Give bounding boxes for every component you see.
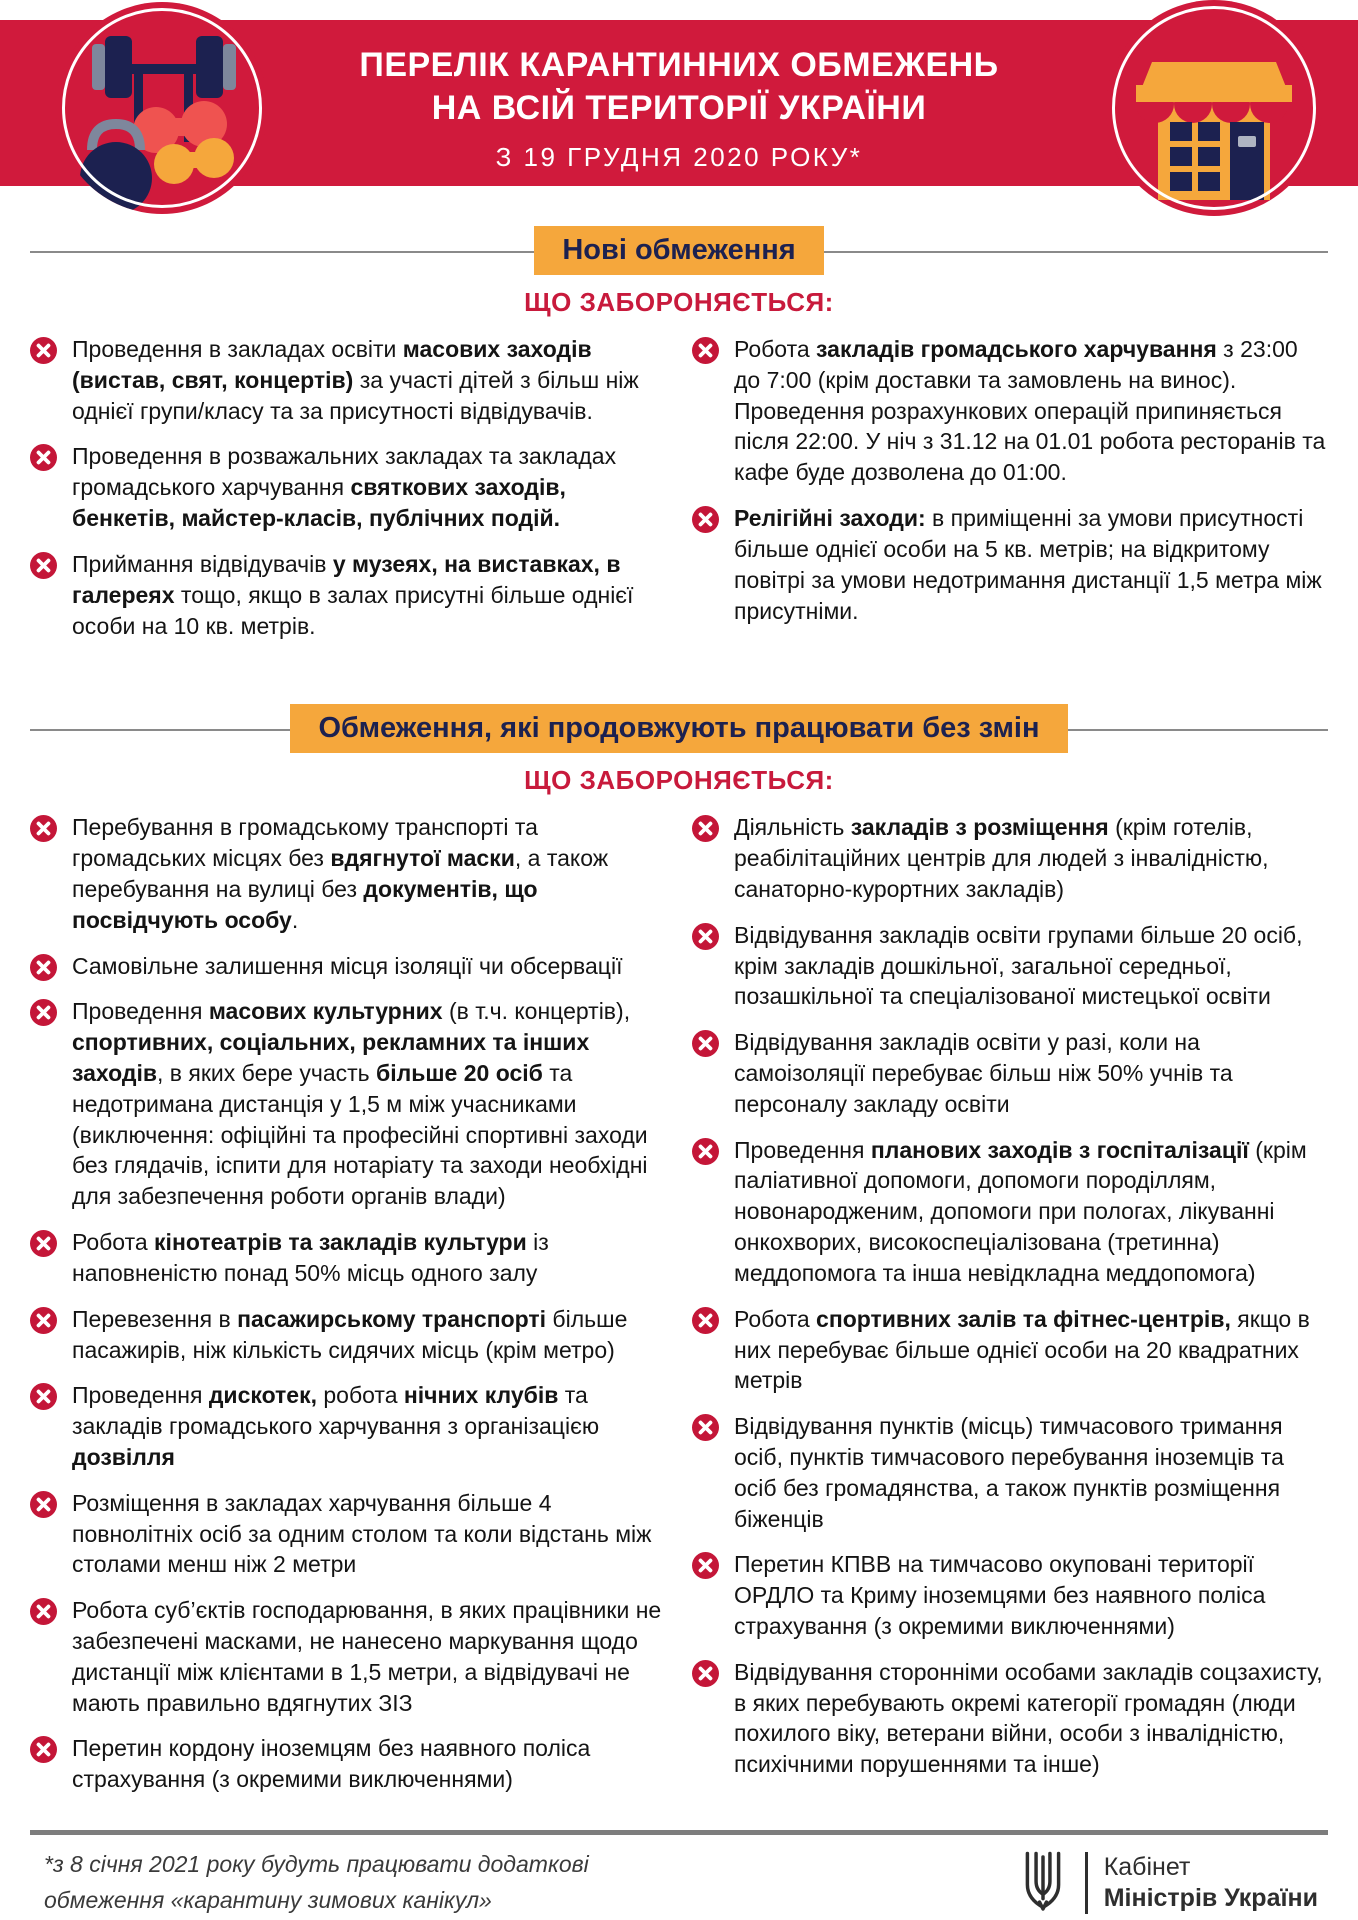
- restriction-text: Релігійні заходи: в приміщенні за умови присутності більше однієї особи на 5 кв. метрів; на відкритому повітрі за умови недотримання дистанції 1,5 метра між присутніми.: [734, 505, 1322, 624]
- restriction-item: [30, 812, 666, 935]
- section-new-restrictions: [0, 226, 1358, 656]
- page-title-line2: НА ВСІЙ ТЕРИТОРІЇ УКРАЇНИ: [431, 89, 927, 127]
- header: [0, 0, 1358, 216]
- restriction-item: [30, 549, 666, 641]
- restriction-item: [30, 996, 666, 1212]
- restriction-text: Робота закладів громадського харчування з 23:00 до 7:00 (крім доставки та замовлень на винос). Проведення розрахункових операцій припиняється після 22:00. У ніч з 31.12 на 01.01 робота ресторанів та кафе буде дозволена до 01:00.: [734, 336, 1326, 486]
- restriction-item: [30, 334, 666, 426]
- prohibited-x-icon: [692, 815, 719, 842]
- page-subtitle: З 19 ГРУДНЯ 2020 РОКУ*: [495, 142, 863, 172]
- restriction-item: [30, 1380, 666, 1472]
- gym-equipment-icon: [56, 2, 268, 214]
- restriction-item: [30, 1733, 666, 1795]
- prohibited-x-icon: [692, 1552, 719, 1579]
- prohibited-heading: ЩО ЗАБОРОНЯЄТЬСЯ:: [524, 765, 834, 796]
- restrictions-columns: [0, 812, 1358, 1810]
- restriction-text: Робота суб’єктів господарювання, в яких працівники не забезпечені масками, не нанесено маркування щодо дистанції між клієнтами в 1,5 метри, а відвідувачі не мають правильно вдягнутих ЗІЗ: [72, 1597, 662, 1716]
- restriction-text: Відвідування пунктів (місць) тимчасового тримання осіб, пунктів тимчасового перебування іноземців та осіб без громадянства, а також пунктів розміщення біженців: [734, 1413, 1284, 1532]
- prohibited-x-icon: [30, 1307, 57, 1334]
- prohibited-x-icon: [30, 1598, 57, 1625]
- prohibited-x-icon: [692, 1030, 719, 1057]
- logo-text-line2: Міністрів України: [1103, 1884, 1318, 1912]
- restriction-text: Самовільне залишення місця ізоляції чи обсервації: [72, 952, 623, 979]
- restriction-text: Проведення планових заходів з госпіталізації (крім паліативної допомоги, допомоги породіллям, новонародженим, допомоги при пологах, лікуванні онкохворих, високоспеціалізована (третинна) меддопомога та інша невідкладна меддопомога): [734, 1136, 1307, 1286]
- prohibited-x-icon: [30, 815, 57, 842]
- restriction-item: [692, 1027, 1328, 1119]
- section-title: Нові обмеження: [534, 226, 823, 275]
- footnote: *з 8 січня 2021 року будуть працювати додаткові обмеження «карантину зимових канікул»: [44, 1851, 589, 1913]
- restriction-text: Перетин КПВВ на тимчасово окуповані території ОРДЛО та Криму іноземцями без наявного поліса страхування (з окремими виключеннями): [734, 1551, 1266, 1639]
- cabinet-of-ministers-logo: [1017, 1847, 1318, 1919]
- prohibited-heading: ЩО ЗАБОРОНЯЄТЬСЯ:: [524, 287, 834, 317]
- section-label-row: [30, 704, 1328, 753]
- prohibited-x-icon: [30, 1491, 57, 1518]
- restriction-text: Перевезення в пасажирському транспорті більше пасажирів, ніж кількість сидячих місць (крім метро): [72, 1305, 628, 1363]
- prohibited-x-icon: [692, 1414, 719, 1441]
- restriction-text: Перетин кордону іноземцям без наявного поліса страхування (з окремими виключеннями): [72, 1735, 591, 1793]
- restriction-text: Проведення в закладах освіти масових заходів (вистав, свят, концертів) за участі дітей з більш ніж однієї групи/класу та за присутності відвідувачів.: [72, 336, 639, 424]
- logo-divider: [1085, 1852, 1088, 1914]
- restriction-text: Робота спортивних залів та фітнес-центрів, якщо в них перебуває більше однієї особи на 20 квадратних метрів: [734, 1305, 1310, 1394]
- prohibited-x-icon: [692, 1660, 719, 1687]
- prohibited-x-icon: [692, 506, 719, 533]
- restrictions-column-left: [30, 334, 666, 656]
- restriction-text: Діяльність закладів з розміщення (крім готелів, реабілітаційних центрів для людей з інвалідністю, санаторно-курортних закладів): [734, 814, 1269, 902]
- restriction-text: Відвідування закладів освіти групами більше 20 осіб, крім закладів дошкільної, загальної середньої, позашкільної та спеціалізованої мистецької освіти: [734, 921, 1303, 1010]
- restriction-text: Відвідування закладів освіти у разі, коли на самоізоляції перебуває більш ніж 50% учнів та персоналу закладу освіти: [734, 1029, 1233, 1117]
- footer: [0, 1830, 1358, 1919]
- restriction-item: [692, 812, 1328, 904]
- storefront-icon: [1106, 0, 1322, 216]
- prohibited-x-icon: [30, 1230, 57, 1257]
- restriction-text: Перебування в громадському транспорті та громадських місцях без вдягнутої маски, а також перебування на вулиці без документів, що посвідчують особу.: [72, 814, 609, 933]
- restriction-text: Робота кінотеатрів та закладів культури із наповненістю понад 50% місць одного залу: [72, 1229, 549, 1286]
- section-label-row: [30, 226, 1328, 275]
- restrictions-columns: [0, 334, 1358, 656]
- section-unchanged-restrictions: [0, 704, 1358, 1810]
- restriction-item: [692, 920, 1328, 1012]
- restriction-text: Розміщення в закладах харчування більше 4 повнолітніх осіб за одним столом та коли відстань між столами менш ніж 2 метри: [72, 1489, 652, 1578]
- restriction-item: [30, 441, 666, 533]
- restriction-text: Проведення в розважальних закладах та закладах громадського харчування святкових заходів, бенкетів, майстер-класів, публічних подій.: [72, 443, 617, 532]
- restriction-item: [30, 1488, 666, 1580]
- prohibited-x-icon: [30, 552, 57, 579]
- restriction-item: [692, 1657, 1328, 1780]
- prohibited-x-icon: [30, 1736, 57, 1763]
- section-title: Обмеження, які продовжують працювати без змін: [290, 704, 1067, 753]
- restriction-item: [692, 1135, 1328, 1289]
- prohibited-x-icon: [30, 444, 57, 471]
- restriction-text: Приймання відвідувачів у музеях, на виставках, в галереях тощо, якщо в залах присутні більше однієї особи на 10 кв. метрів.: [72, 550, 634, 639]
- restriction-text: Відвідування сторонніми особами закладів соцзахисту, в яких перебувають окремі категорії громадян (люди похилого віку, ветерани війни, особи з інвалідністю, психічними порушеннями та інше): [734, 1658, 1323, 1778]
- restriction-item: [30, 951, 666, 982]
- restriction-text: Проведення масових культурних (в т.ч. концертів), спортивних, соціальних, рекламних та інших заходів, в яких бере участь більше 20 осіб та недотримана дистанція у 1,5 м між учасниками (виключення: офіційні та професійні спортивні заходи без глядачів, іспити для нотаріату та заходи необхідні для забезпечення роботи органів влади): [72, 998, 648, 1210]
- restrictions-column-left: [30, 812, 666, 1810]
- restriction-item: [692, 1549, 1328, 1641]
- restriction-item: [692, 1411, 1328, 1534]
- page-title-line1: ПЕРЕЛІК КАРАНТИННИХ ОБМЕЖЕНЬ: [359, 46, 999, 84]
- prohibited-x-icon: [692, 337, 719, 364]
- logo-text-line1: Кабінет: [1103, 1852, 1191, 1881]
- tryzub-icon: [1017, 1847, 1069, 1919]
- prohibited-x-icon: [692, 1138, 719, 1165]
- restriction-item: [692, 334, 1328, 488]
- restriction-text: Проведення дискотек, робота нічних клубів та закладів громадського харчування з організацією дозвілля: [72, 1382, 600, 1470]
- restriction-item: [692, 503, 1328, 626]
- prohibited-x-icon: [30, 337, 57, 364]
- prohibited-x-icon: [30, 954, 57, 981]
- prohibited-x-icon: [692, 923, 719, 950]
- prohibited-x-icon: [30, 999, 57, 1026]
- restrictions-column-right: [692, 334, 1328, 656]
- prohibited-x-icon: [692, 1307, 719, 1334]
- prohibited-x-icon: [30, 1383, 57, 1410]
- restriction-item: [692, 1304, 1328, 1396]
- restrictions-column-right: [692, 812, 1328, 1810]
- restriction-item: [30, 1304, 666, 1366]
- restriction-item: [30, 1227, 666, 1289]
- restriction-item: [30, 1595, 666, 1718]
